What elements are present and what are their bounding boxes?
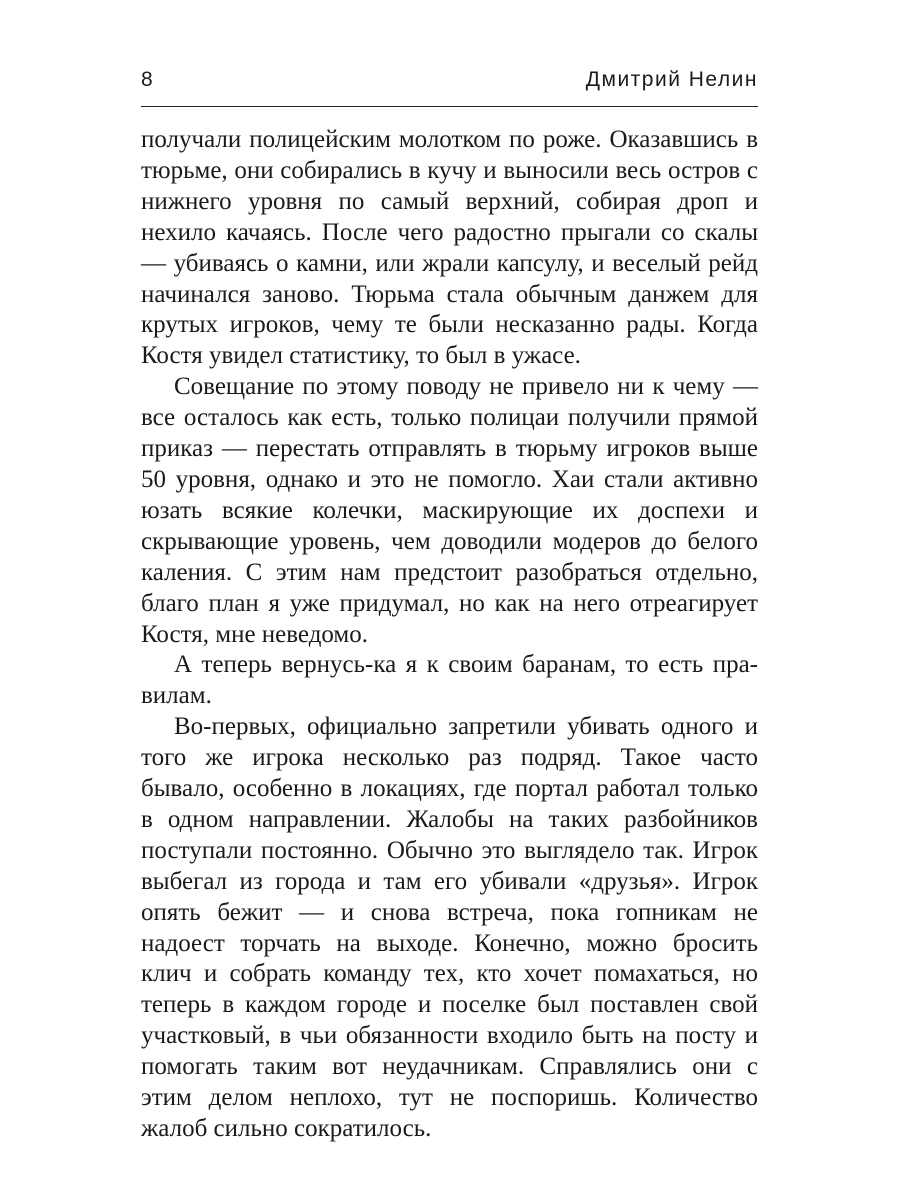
book-page <box>141 62 758 1145</box>
paragraph-4: Во-первых, официально запретили убивать одного и того же игрока несколько раз подряд. Такое часто бывало, особенно в локациях, где портал работал только в одном направлении. Жалобы на таких разбойников поступали постоянно. Обычно это выглядело так. Игрок выбегал из города и там его убивали «друзья». Игрок опять бежит — и снова встреча, пока гопникам не надоест торчать на выходе. Конечно, можно бросить клич и собрать команду тех, кто хочет помахаться, но теперь в каждом городе и поселке был поставлен свой участковый, в чьи обязанности входило быть на посту и помогать таким вот неудачникам. Справлялись они с этим делом неплохо, тут не поспоришь. Количество жалоб сильно сократилось. <box>141 713 758 1142</box>
paragraph-2: Совещание по этому поводу не привело ни к чему — все осталось как есть, только полицаи получили прямой приказ — перестать отправлять в тюрьму игроков выше 50 уровня, однако и это не помогло. Хаи стали активно юзать всякие колечки, маскирующие их доспехи и скрывающие уровень, чем доводили модеров до белого каления. С этим нам предстоит разобраться отдельно, благо план я уже придумал, но как на него отреагирует Костя, мне неведомо. <box>141 373 758 648</box>
body-text <box>141 125 758 1145</box>
running-head <box>141 62 758 107</box>
paragraph-3: А теперь вернусь-ка я к своим баранам, то есть правилам. <box>141 651 758 710</box>
author-name: Дмитрий Нелин <box>585 68 758 91</box>
page-number: 8 <box>141 68 155 91</box>
paragraph-1: получали полицейским молотком по роже. Оказавшись в тюрьме, они собирались в кучу и выносили весь остров с нижнего уровня по самый верхний, собирая дроп и нехило качаясь. После чего радостно прыгали со скалы — убиваясь о камни, или жрали капсулу, и веселый рейд начинался заново. Тюрьма стала обычным данжем для крутых игроков, чему те были несказанно рады. Когда Костя увидел статистику, то был в ужасе. <box>141 126 758 370</box>
